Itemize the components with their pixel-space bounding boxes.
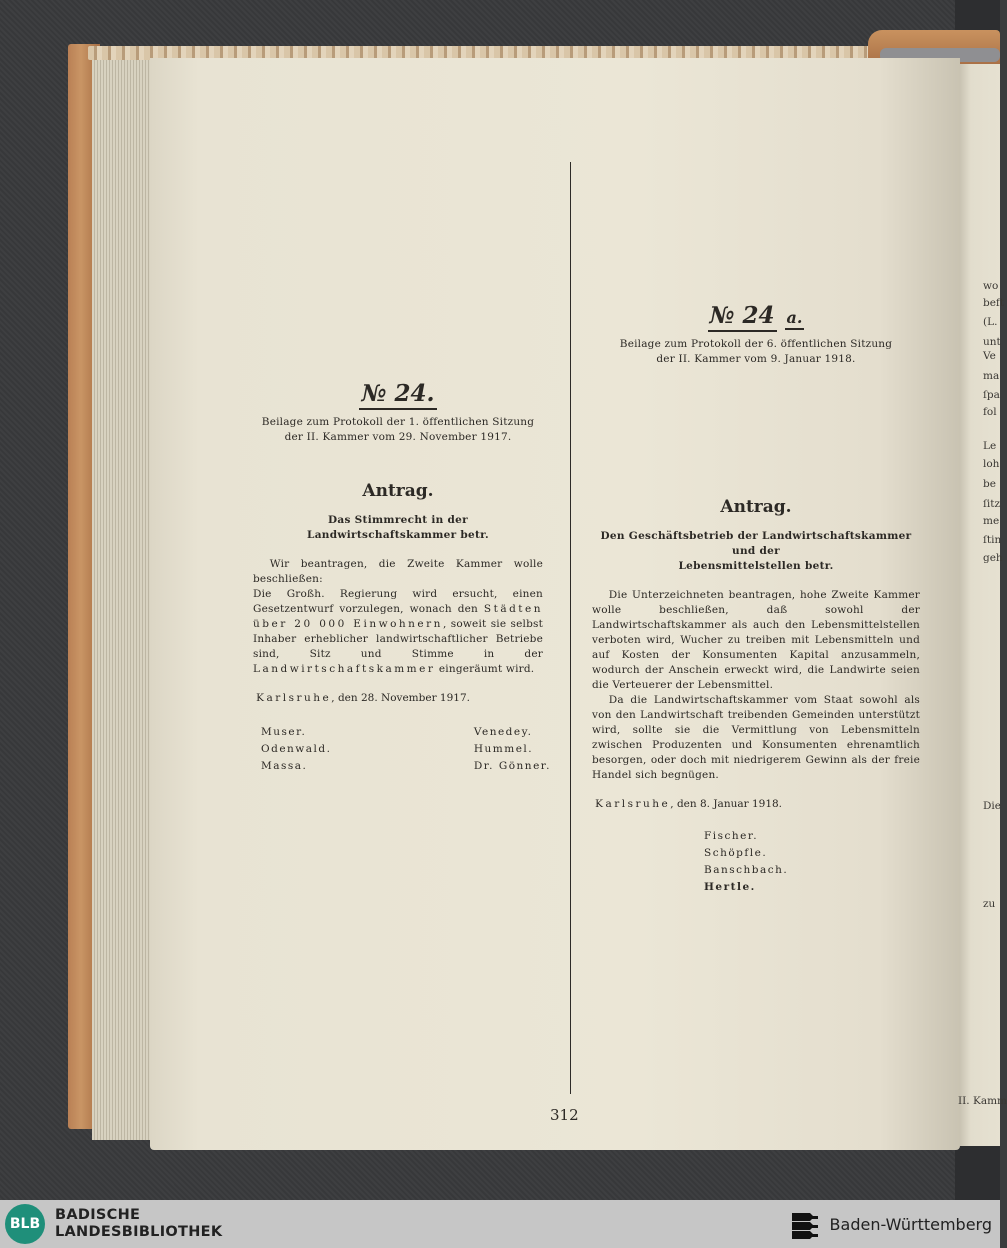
beilage-note	[592, 337, 920, 367]
facing-page-fragment: Die	[983, 800, 1001, 812]
motion-paragraph: Die Unterzeichneten beantragen, hohe Zweite Kammer wolle beschließen, daß sowohl der Landwirtschaftskammer als auch den Lebensmittelstellen verboten wird, Wucher zu treiben mit Lebensmitteln und auf Kosten der Konsumenten Kapital anzusammeln, wodurch der Anschein erweckt wird, die Landwirte seien die Verteuerer der Lebensmittel.	[592, 589, 920, 691]
facing-page-fragment: Ve	[983, 350, 996, 362]
facing-page-fragment: II. Kamm	[958, 1095, 1007, 1107]
signature: Banschbach.	[704, 864, 789, 876]
facing-page-fragment: ſitz	[983, 498, 1000, 510]
page-number: 312	[550, 1106, 579, 1124]
state-branding[interactable]	[788, 1200, 992, 1248]
document-number	[253, 380, 543, 407]
facing-page-fragment: loh	[983, 458, 1000, 470]
beilage-line: der II. Kammer vom 9. Januar 1918.	[656, 353, 856, 365]
signature: Massa.	[261, 760, 308, 772]
state-label: Baden-Württemberg	[829, 1214, 992, 1234]
document-number	[592, 302, 920, 329]
subject-line-text: Lebensmittelstellen betr.	[678, 560, 834, 572]
facing-page-fragment: zu	[983, 898, 996, 910]
document-number-suffix: a.	[785, 308, 805, 330]
place-date: Karlsruhe, den 8. Januar 1918.	[595, 798, 783, 810]
beilage-line: Beilage zum Protokoll der 6. öffentlichen Sitzung	[619, 338, 893, 350]
document-no24	[253, 380, 551, 775]
motion-paragraph: Da die Landwirtschaftskammer vom Staat sowohl als von den Landwirtschaft treibenden Gemeinden unterstützt wird, sollte sie die Vermittlung von Lebensmitteln zwischen Produzenten und Konsumenten ehrenamtlich besorgen, oder doch mit niedrigerem Gewinn als der freie Handel sich begnügen.	[592, 694, 920, 781]
motion-text: Die Großh. Regierung wird ersucht, einen Gesetzentwurf vorzulegen, wonach den Städten über 20 000 Einwohnern, soweit sie selbst Inhaber erheblicher landwirtschaftlicher Betriebe sind, Sitz und Stimme in der Landwirtschaftskammer eingeräumt wird.	[253, 588, 544, 675]
signature: Venedey.	[473, 726, 533, 738]
facing-page-fragment: ſtin	[983, 534, 1002, 546]
document-number-text: № 24.	[359, 380, 436, 410]
signature: Fischer.	[704, 830, 759, 842]
facing-page-fragment: fol	[983, 406, 997, 418]
intro-text: Wir beantragen, die Zweite Kammer wolle beschließen:	[253, 558, 543, 585]
place-date: Karlsruhe, den 28. November 1917.	[256, 692, 470, 704]
subject-line-text: Den Geschäftsbetrieb der Landwirtschaftskammer und der	[600, 530, 912, 557]
facing-page-fragment: geh	[983, 552, 1003, 564]
subject-line	[592, 529, 920, 574]
document-number-text: № 24	[708, 302, 777, 332]
column-divider	[570, 162, 571, 1094]
signature: Schöpfle.	[704, 847, 768, 859]
library-name[interactable]	[55, 1207, 222, 1241]
heading-antrag: Antrag.	[362, 481, 434, 501]
library-name-line: LANDESBIBLIOTHEK	[55, 1224, 223, 1240]
library-name-line: BADISCHE	[55, 1207, 141, 1223]
document-no24a	[592, 302, 920, 896]
facing-page-fragment: wo	[983, 280, 999, 292]
facing-page-fragment: me	[983, 515, 1000, 527]
facing-page-fragment: ma	[983, 370, 1000, 382]
beilage-line: der II. Kammer vom 29. November 1917.	[284, 431, 512, 443]
facing-page-fragment: ſpa	[983, 389, 1000, 401]
facing-page-fragment: be	[983, 478, 996, 490]
signature: Odenwald.	[261, 743, 332, 755]
beilage-line: Beilage zum Protokoll der 1. öffentlichen Sitzung	[261, 416, 535, 428]
lions-coat-of-arms-icon	[788, 1207, 822, 1241]
signatures	[253, 724, 551, 775]
signature: Muser.	[261, 726, 307, 738]
signature: Dr. Gönner.	[473, 760, 551, 772]
signatures	[592, 828, 920, 896]
heading-antrag: Antrag.	[720, 497, 792, 517]
footer-bar	[0, 1200, 1000, 1248]
facing-page-fragment: unt	[983, 336, 1001, 348]
facing-page-fragment: beft	[983, 297, 1005, 309]
signature: Hummel.	[473, 743, 534, 755]
subject-line: Das Stimmrecht in der Landwirtschaftskammer betr.	[307, 514, 489, 541]
facing-page	[955, 64, 1000, 1146]
facing-page-fragment: Le	[983, 440, 997, 452]
facing-page-fragment: (L.	[983, 316, 998, 328]
blb-logo[interactable]: BLB	[5, 1204, 45, 1244]
beilage-note	[253, 415, 543, 445]
signature: Hertle.	[704, 881, 756, 893]
